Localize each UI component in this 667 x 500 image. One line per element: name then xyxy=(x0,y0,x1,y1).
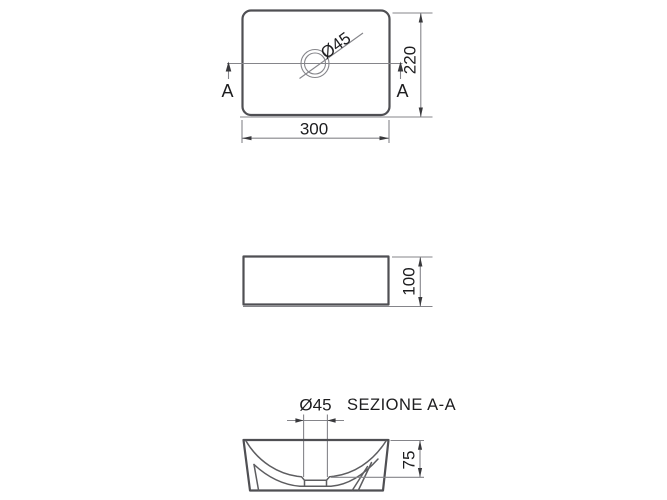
top-view xyxy=(221,11,432,144)
width-dimension xyxy=(242,120,389,144)
drain-diameter-label: Ø45 xyxy=(317,28,355,63)
width-dimension-label: 300 xyxy=(299,119,329,139)
basin-depth-label: 75 xyxy=(399,450,419,470)
height-dimension-label: 100 xyxy=(399,267,419,296)
depth-dimension xyxy=(240,13,433,117)
depth-dimension-label: 220 xyxy=(400,45,420,75)
section-bowl-shell-curve xyxy=(254,459,378,486)
section-view-title: SEZIONE A-A xyxy=(347,396,457,414)
section-drain-label: Ø45 xyxy=(299,395,332,415)
section-basin-outline xyxy=(244,440,389,491)
front-view xyxy=(243,257,433,307)
section-drain-dimension xyxy=(287,396,344,478)
section-arrow-left xyxy=(226,62,232,80)
section-view xyxy=(244,396,457,491)
front-view-outline xyxy=(244,257,389,305)
top-view-basin-outline xyxy=(243,11,390,116)
section-marker-right-label: A xyxy=(396,81,409,101)
height-dimension xyxy=(243,257,433,307)
section-marker-left-label: A xyxy=(221,81,234,101)
